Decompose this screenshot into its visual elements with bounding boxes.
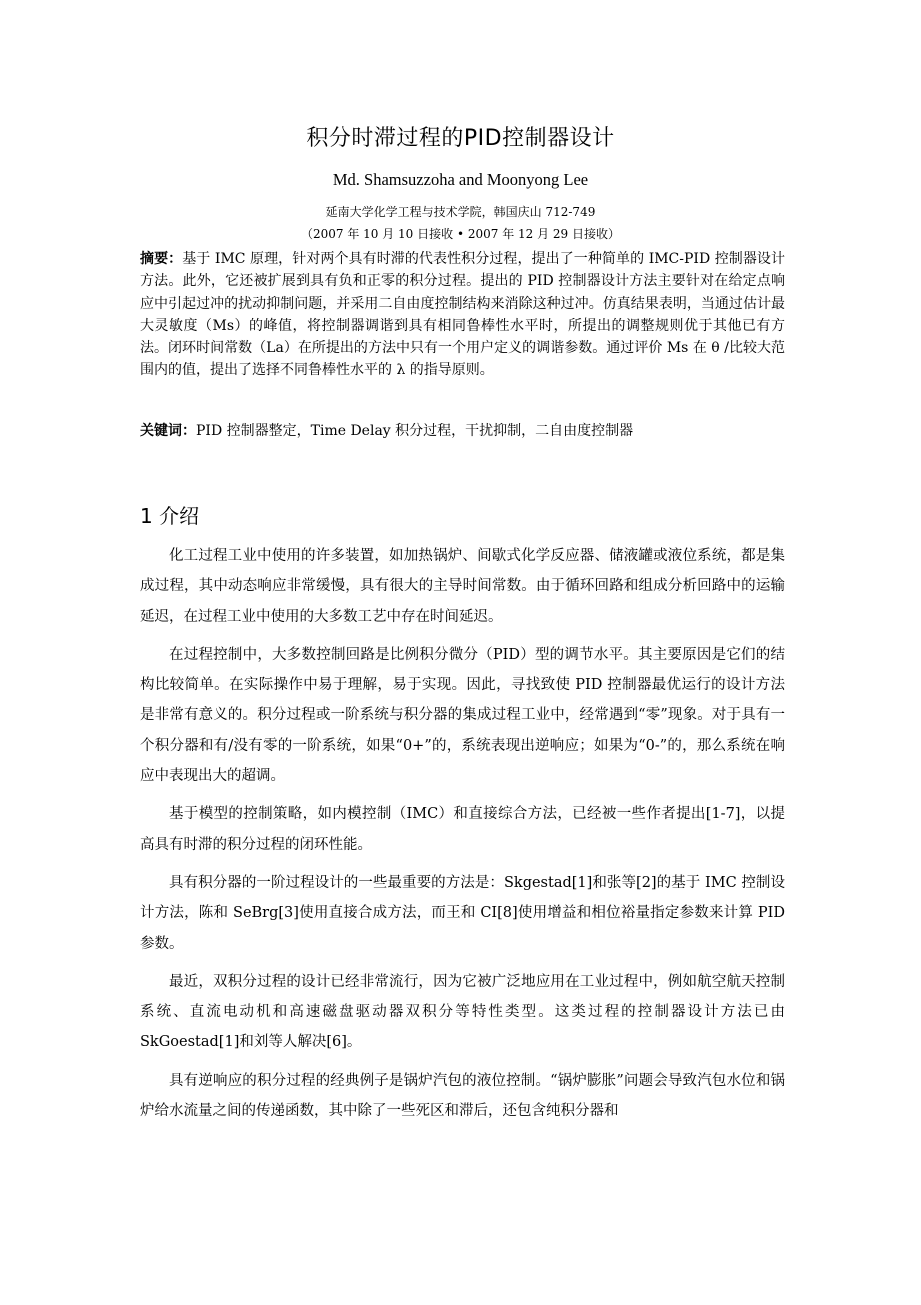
keywords-text: PID 控制器整定，Time Delay 积分过程，干扰抑制，二自由度控制器 xyxy=(196,423,634,439)
body-paragraph: 具有积分器的一阶过程设计的一些最重要的方法是：Skgestad[1]和张等[2]的基于 IMC 控制设计方法，陈和 SeBrg[3]使用直接合成方法，而王和 CI[8]使用增益和相位裕量指定参数来计算 PID 参数。 xyxy=(140,874,785,952)
keywords-label: 关键词： xyxy=(140,423,196,439)
paper-received-dates: （2007 年 10 月 10 日接收 • 2007 年 12 月 29 日接收） xyxy=(300,227,620,241)
abstract-block xyxy=(140,248,785,382)
keywords-block xyxy=(140,420,785,442)
body-paragraph: 具有逆响应的积分过程的经典例子是锅炉汽包的液位控制。“锅炉膨胀”问题会导致汽包水位和锅炉给水流量之间的传递函数，其中除了一些死区和滞后，还包含纯积分器和 xyxy=(140,1072,785,1120)
abstract-label: 摘要： xyxy=(140,251,183,267)
body-paragraph: 基于模型的控制策略，如内模控制（IMC）和直接综合方法，已经被一些作者提出[1-7]，以提高具有时滞的积分过程的闭环性能。 xyxy=(140,806,785,853)
body-paragraph: 在过程控制中，大多数控制回路是比例积分微分（PID）型的调节水平。其主要原因是它们的结构比较简单。在实际操作中易于理解，易于实现。因此，寻找致使 PID 控制器最优运行的设计方法是非常有意义的。积分过程或一阶系统与积分器的集成过程工业中，经常遇到“零”现象。对于具有一个积分器和有/没有零的一阶系统，如果“0+”的，系统表现出逆响应；如果为“0-”的，那么系统在响应中表现出大的超调。 xyxy=(140,646,785,785)
paper-affiliation: 延南大学化学工程与技术学院，韩国庆山 712-749 xyxy=(325,205,596,219)
paper-authors: Md. Shamsuzzoha and Moonyong Lee xyxy=(332,170,589,189)
section-heading-introduction: 1 介绍 xyxy=(140,504,200,528)
body-paragraph: 化工过程工业中使用的许多装置，如加热锅炉、间歇式化学反应器、储液罐或液位系统，都是集成过程，其中动态响应非常缓慢，具有很大的主导时间常数。由于循环回路和组成分析回路中的运输延迟，在过程工业中使用的大多数工艺中存在时间延迟。 xyxy=(140,548,785,625)
paper-title: 积分时滞过程的PID控制器设计 xyxy=(306,126,615,151)
body-paragraph: 最近，双积分过程的设计已经非常流行，因为它被广泛地应用在工业过程中，例如航空航天控制系统、直流电动机和高速磁盘驱动器双积分等特性类型。这类过程的控制器设计方法已由 SkGoestad[1]和刘等人解决[6]。 xyxy=(140,973,785,1051)
abstract-text: 基于 IMC 原理，针对两个具有时滞的代表性积分过程，提出了一种简单的 IMC-PID 控制器设计方法。此外，它还被扩展到具有负和正零的积分过程。提出的 PID 控制器设计方法主要针对在给定点响应中引起过冲的扰动抑制问题，并采用二自由度控制结构来消除这种过冲。仿真结果表明，当通过估计最大灵敏度（Ms）的峰值，将控制器调谐到具有相同鲁棒性水平时，所提出的调整规则优于其他已有方法。闭环时间常数（La）在所提出的方法中只有一个用户定义的调谐参数。通过评价 Ms 在 θ /比较大范围内的值，提出了选择不同鲁棒性水平的 λ 的指导原则。 xyxy=(140,251,786,379)
section-body xyxy=(140,541,785,1134)
